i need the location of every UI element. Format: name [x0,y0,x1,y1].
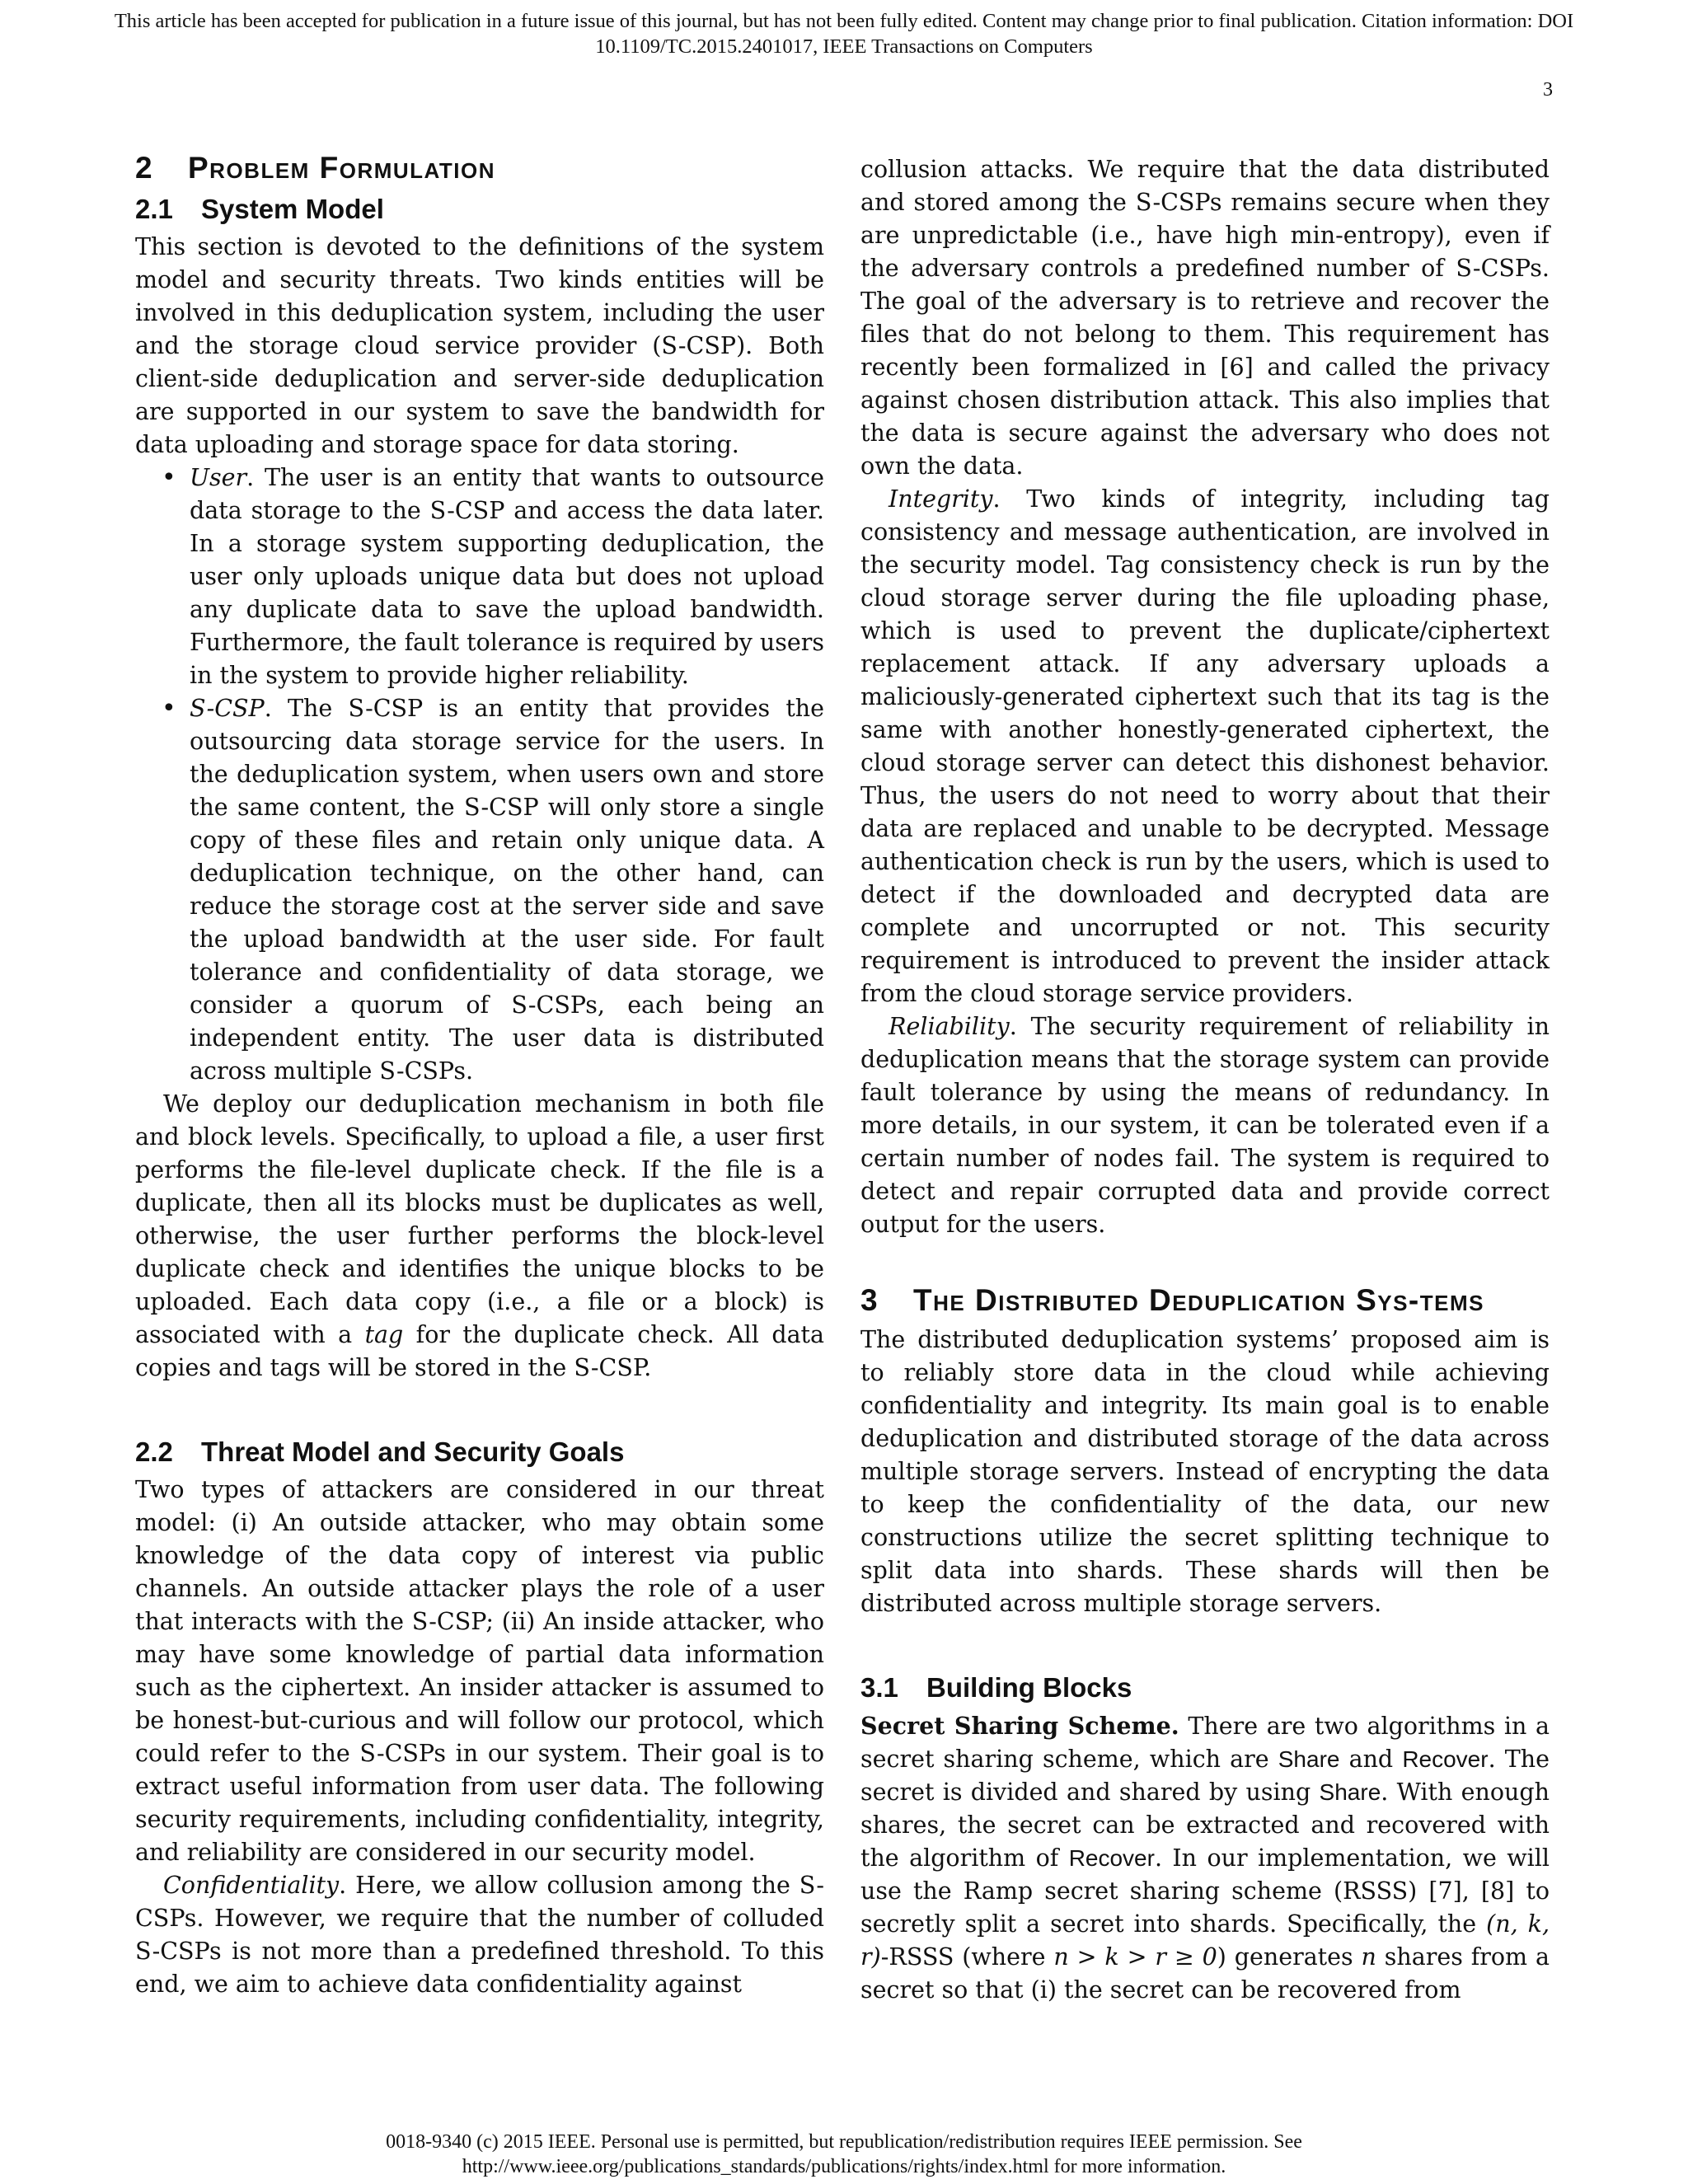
text-run: . In our implementation, we will use the Ramp secret sharing scheme (RSSS) [7], [8] to secretly split a secret into shards. Specifically, the [860,1844,1550,1938]
subsection-number: 2.1 [135,194,173,224]
footer-line-1: 0018-9340 (c) 2015 IEEE. Personal use is permitted, but republication/redistribution requires IEEE permission. See [386,2131,1302,2153]
algorithm-name-share: Share [1278,1746,1340,1772]
text-run: ) generates [1217,1943,1362,1971]
text-run: shares from a secret so that (i) the secret can be recovered from [860,1943,1550,2004]
list-text: . The S-CSP is an entity that provides the outsourcing data storage service for the users. In the deduplication system, when users own and store the same content, the S-CSP will only store a single copy of these files and retain only unique data. A deduplication technique, on the other hand, can reduce the storage cost at the server side and save the upload bandwidth at the user side. For fault tolerance and confidentiality of data storage, we consider a quorum of S-CSPs, each being an independent entity. The user data is distributed across multiple S-CSPs. [190,695,824,1085]
algorithm-name-share: Share [1319,1779,1381,1805]
tag-term: tag [364,1321,404,1348]
text-run: . The secret is divided and shared by using [860,1746,1550,1806]
integrity-term: Integrity [889,485,993,513]
subsection-title: Building Blocks [926,1672,1132,1703]
integrity-paragraph [860,483,1550,1010]
subsection-2-1-heading [135,191,824,227]
system-model-intro: This section is devoted to the definitions of the system model and security threats. Two kinds entities will be involved in this deduplication system, including the user and the storage cloud service provider (S-CSP). Both client-side deduplication and server-side deduplication are supported in our system to save the bandwidth for data uploading and storage space for data storing. [135,233,824,458]
text-run: -RSSS (where [880,1943,1054,1971]
section-number: 2 [135,151,154,185]
footer-line-2: http://www.ieee.org/publications_standards/publications/rights/index.html for more information. [462,2156,1226,2177]
list-item [190,692,824,1088]
left-column [135,148,824,2001]
paragraph-lead: Secret Sharing Scheme. [860,1712,1179,1740]
deploy-paragraph [135,1088,824,1385]
list-item [190,462,824,692]
section-number: 3 [860,1283,879,1317]
reliability-paragraph [860,1010,1550,1241]
math-expression: n [1361,1943,1376,1971]
subsection-3-1-heading [860,1670,1550,1706]
text-run: . Two kinds of integrity, including tag consistency and message authentication, are involved in the security model. Tag consistency check is run by the cloud storage server during the file uploading phase, which is used to prevent the duplicate/ciphertext replacement attack. If any adversary uploads a maliciously-generated ciphertext such that its tag is the same with another honestly-generated ciphertext, the cloud storage server can detect this dishonest behavior. Thus, the users do not need to worry about that their data are replaced and unable to be decrypted. Message authentication check is run by the users, which is used to detect if the downloaded and decrypted data are complete and uncorrupted or not. This security requirement is introduced to prevent the insider attack from the cloud storage service providers. [860,485,1550,1007]
subsection-title: Threat Model and Security Goals [201,1436,625,1467]
section-3-intro: The distributed deduplication systems’ proposed aim is to reliably store data in the cloud while achieving confidentiality and integrity. Its main goal is to enable deduplication and distributed storage of the data across multiple storage servers. Instead of encrypting the data to keep the confidentiality of the data, our new constructions utilize the secret splitting technique to split data into shards. These shards will then be distributed across multiple storage servers. [860,1326,1550,1617]
spacer [860,1620,1550,1670]
notice-line-2: 10.1109/TC.2015.2401017, IEEE Transactions on Computers [595,35,1093,58]
subsection-number: 3.1 [860,1672,898,1703]
right-column [860,153,1550,2007]
text-run: for the duplicate check. All data copies and tags will be stored in the S-CSP. [135,1321,824,1381]
secret-sharing-paragraph [860,1709,1550,2007]
spacer [135,1385,824,1434]
text-run: There are two algorithms in a secret sharing scheme, which are [860,1713,1550,1773]
confidentiality-term: Confidentiality [163,1872,340,1899]
text-run: . The security requirement of reliability in deduplication means that the storage system can provide fault tolerance by using the means of redundancy. In more details, in our system, it can be tolerated even if a certain number of nodes fail. The system is required to detect and repair corrupted data and provide correct output for the users. [860,1013,1550,1238]
algorithm-name-recover: Recover [1068,1845,1155,1871]
section-2-heading [135,148,824,188]
list-term: User [190,464,247,491]
reliability-term: Reliability [889,1013,1010,1040]
subsection-2-2-heading [135,1434,824,1470]
section-title: The Distributed Deduplication Sys-tems [913,1283,1484,1317]
math-expression: (n, k, r) [860,1910,1550,1971]
subsection-title: System Model [201,194,384,224]
text-run: . Here, we allow collusion among the S-CSPs. However, we require that the number of colluded S-CSPs is not more than a predefined threshold. To this end, we aim to achieve data confidentiality against [135,1872,824,1998]
page-number: 3 [1543,79,1553,101]
text-run: . With enough shares, the secret can be extracted and recovered with the algorithm of [860,1779,1550,1872]
list-term: S-CSP [190,695,265,722]
algorithm-name-recover: Recover [1402,1746,1489,1772]
spacer [860,1241,1550,1281]
text-run: We deploy our deduplication mechanism in both file and block levels. Specifically, to upload a file, a user first performs the file-level duplicate check. If the file is a duplicate, then all its blocks must be duplicates as well, otherwise, the user further performs the block-level duplicate check and identifies the unique blocks to be uploaded. Each data copy (i.e., a file or a block) is associated with a [135,1090,824,1348]
copyright-footer [0,2130,1688,2179]
list-text: . The user is an entity that wants to outsource data storage to the S-CSP and access the data later. In a storage system supporting deduplication, the user only uploads unique data but does not upload any duplicate data to save the upload bandwidth. Furthermore, the fault tolerance is required by users in the system to provide higher reliability. [190,464,824,689]
confidentiality-continued: collusion attacks. We require that the data distributed and stored among the S-CSPs remains secure when they are unpredictable (i.e., have high min-entropy), even if the adversary controls a predefined number of S-CSPs. The goal of the adversary is to retrieve and recover the files that do not belong to them. This requirement has recently been formalized in [6] and called the privacy against chosen distribution attack. This also implies that the data is secure against the adversary who does not own the data. [860,156,1550,480]
acceptance-notice [0,8,1688,59]
confidentiality-paragraph [135,1869,824,2001]
section-title: Problem Formulation [188,151,495,185]
section-3-heading [860,1281,1550,1320]
text-run: and [1339,1746,1403,1773]
notice-line-1: This article has been accepted for publication in a future issue of this journal, but has not been fully edited. Content may change prior to final publication. Citation information: DOI [114,10,1574,32]
threat-model-paragraph: Two types of attackers are considered in our threat model: (i) An outside attacker, who may obtain some knowledge of the data copy of interest via public channels. An outside attacker plays the role of a user that interacts with the S-CSP; (ii) An inside attacker, who may have some knowledge of partial data information such as the ciphertext. An insider attacker is assumed to be honest-but-curious and will follow our protocol, which could refer to the S-CSPs in our system. Their goal is to extract useful information from user data. The following security requirements, including confidentiality, integrity, and reliability are considered in our security model. [135,1476,824,1866]
entity-list [135,462,824,1088]
subsection-number: 2.2 [135,1436,173,1467]
math-expression: n > k > r ≥ 0 [1053,1943,1217,1971]
